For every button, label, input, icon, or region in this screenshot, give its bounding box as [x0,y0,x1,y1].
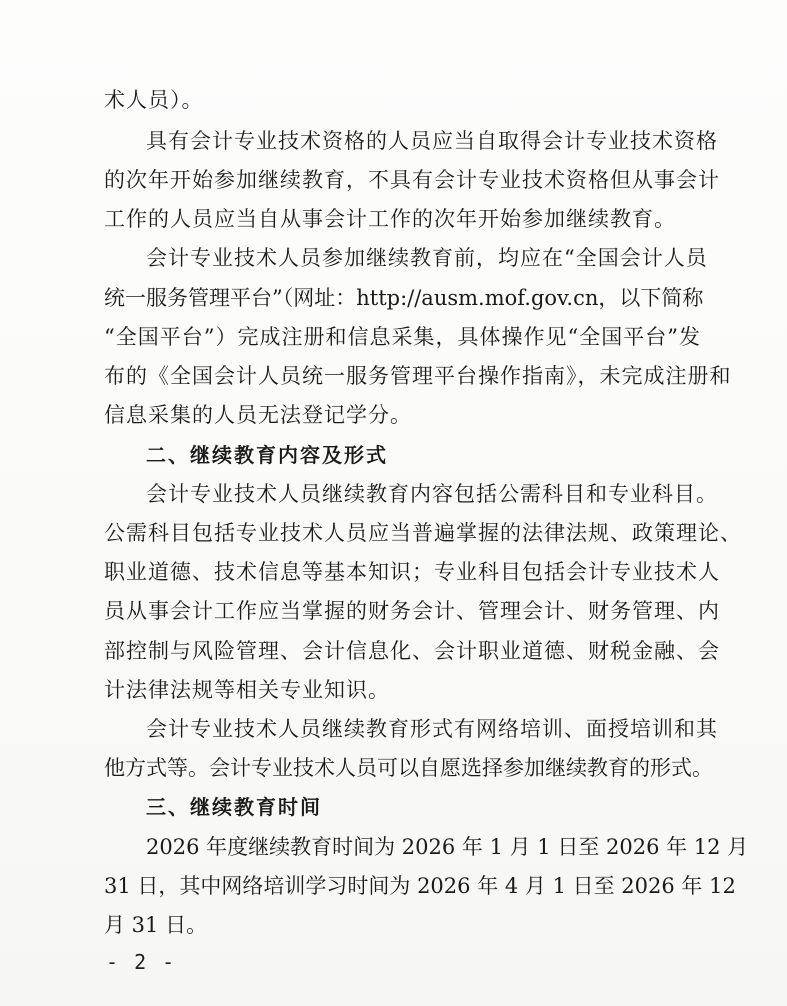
body-line: 会计专业技术人员继续教育内容包括公需科目和专业科目。 [146,482,718,506]
body-line: 布的《全国会计人员统一服务管理平台操作指南》，未完成注册和 [104,364,732,388]
body-line: 月 31 日。 [104,913,208,937]
body-line: 统一服务管理平台”（网址：http://ausm.mof.gov.cn，以下简称 [104,286,704,310]
body-line: 员从事会计工作应当掌握的财务会计、管理会计、财务管理、内 [104,599,720,623]
page-number: - 2 - [106,950,177,974]
body-line: “全国平台”）完成注册和信息采集，具体操作见“全国平台”发 [104,325,701,349]
body-line: 计法律法规等相关专业知识。 [104,678,390,702]
body-line: 会计专业技术人员参加继续教育前，均应在“全国会计人员 [146,246,708,270]
body-line: 31 日，其中网络培训学习时间为 2026 年 4 月 1 日至 2026 年 12 [104,874,736,898]
body-line: 具有会计专业技术资格的人员应当自取得会计专业技术资格 [146,129,718,153]
body-line: 职业道德、技术信息等基本知识；专业科目包括会计专业技术人 [104,560,720,584]
body-line: 术人员）。 [104,88,204,112]
body-line: 部控制与风险管理、会计信息化、会计职业道德、财税金融、会 [104,639,720,663]
body-line: 他方式等。会计专业技术人员可以自愿选择参加继续教育的形式。 [104,756,713,780]
body-line: 工作的人员应当自从事会计工作的次年开始参加继续教育。 [104,207,676,231]
body-line: 会计专业技术人员继续教育形式有网络培训、面授培训和其 [146,717,718,741]
section-heading: 三、继续教育时间 [146,795,322,819]
section-heading: 二、继续教育内容及形式 [146,443,388,467]
body-line: 公需科目包括专业技术人员应当普遍掌握的法律法规、政策理论、 [104,521,742,545]
body-line: 2026 年度继续教育时间为 2026 年 1 月 1 日至 2026 年 12 月 [146,835,749,859]
body-line: 的次年开始参加继续教育，不具有会计专业技术资格但从事会计 [104,168,720,192]
body-line: 信息采集的人员无法登记学分。 [104,403,412,427]
